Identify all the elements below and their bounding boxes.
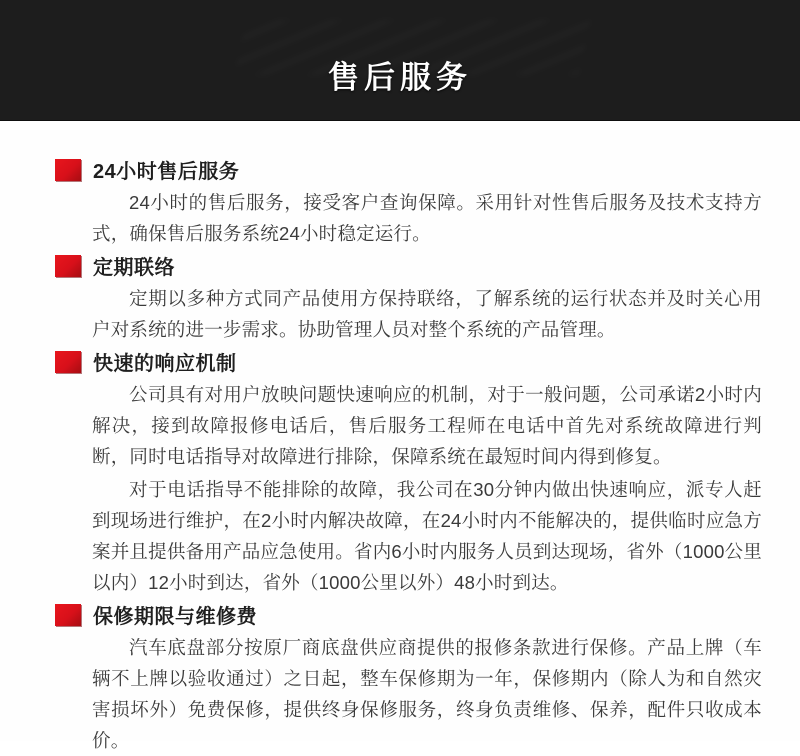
red-square-bullet-icon	[55, 159, 81, 181]
red-square-bullet-icon	[55, 604, 81, 626]
section-heading-row	[55, 157, 760, 182]
section-regular-contact	[55, 253, 760, 345]
section-rapid-response	[55, 349, 760, 598]
section-heading-row	[55, 253, 760, 278]
header-banner	[0, 0, 800, 121]
section-heading-row	[55, 602, 760, 627]
section-paragraph: 定期以多种方式同产品使用方保持联络，了解系统的运行状态并及时关心用户对系统的进一步需求。协助管理人员对整个系统的产品管理。	[92, 288, 762, 340]
section-warranty	[55, 602, 760, 756]
section-paragraph: 对于电话指导不能排除的故障，我公司在30分钟内做出快速响应，派专人赶到现场进行维护，在2小时内解决故障，在24小时内不能解决的，提供临时应急方案并且提供备用产品应急使用。省内6小时内服务人员到达现场，省外（1000公里以内）12小时到达，省外（1000公里以外）48小时到达。	[92, 479, 762, 593]
section-paragraph: 24小时的售后服务，接受客户查询保障。采用针对性售后服务及技术支持方式，确保售后服务系统24小时稳定运行。	[92, 192, 762, 244]
section-heading: 24小时售后服务	[93, 161, 240, 183]
page-title: 售后服务	[328, 60, 472, 95]
red-square-bullet-icon	[55, 255, 81, 277]
section-paragraph: 汽车底盘部分按原厂商底盘供应商提供的报修条款进行保修。产品上牌（车辆不上牌以验收通过）之日起，整车保修期为一年，保修期内（除人为和自然灾害损坏外）免费保修，提供终身保修服务，终身负责维修、保养，配件只收成本价。	[92, 637, 762, 751]
section-paragraph: 公司具有对用户放映问题快速响应的机制，对于一般问题，公司承诺2小时内解决，接到故障报修电话后，售后服务工程师在电话中首先对系统故障进行判断，同时电话指导对故障进行排除，保障系统在最短时间内得到修复。	[92, 384, 762, 467]
section-heading-row	[55, 349, 760, 374]
service-content	[0, 121, 800, 756]
section-heading: 快速的响应机制	[93, 353, 237, 375]
section-24h-service	[55, 157, 760, 249]
section-heading: 保修期限与维修费	[93, 606, 257, 628]
section-heading: 定期联络	[93, 257, 175, 279]
red-square-bullet-icon	[55, 351, 81, 373]
